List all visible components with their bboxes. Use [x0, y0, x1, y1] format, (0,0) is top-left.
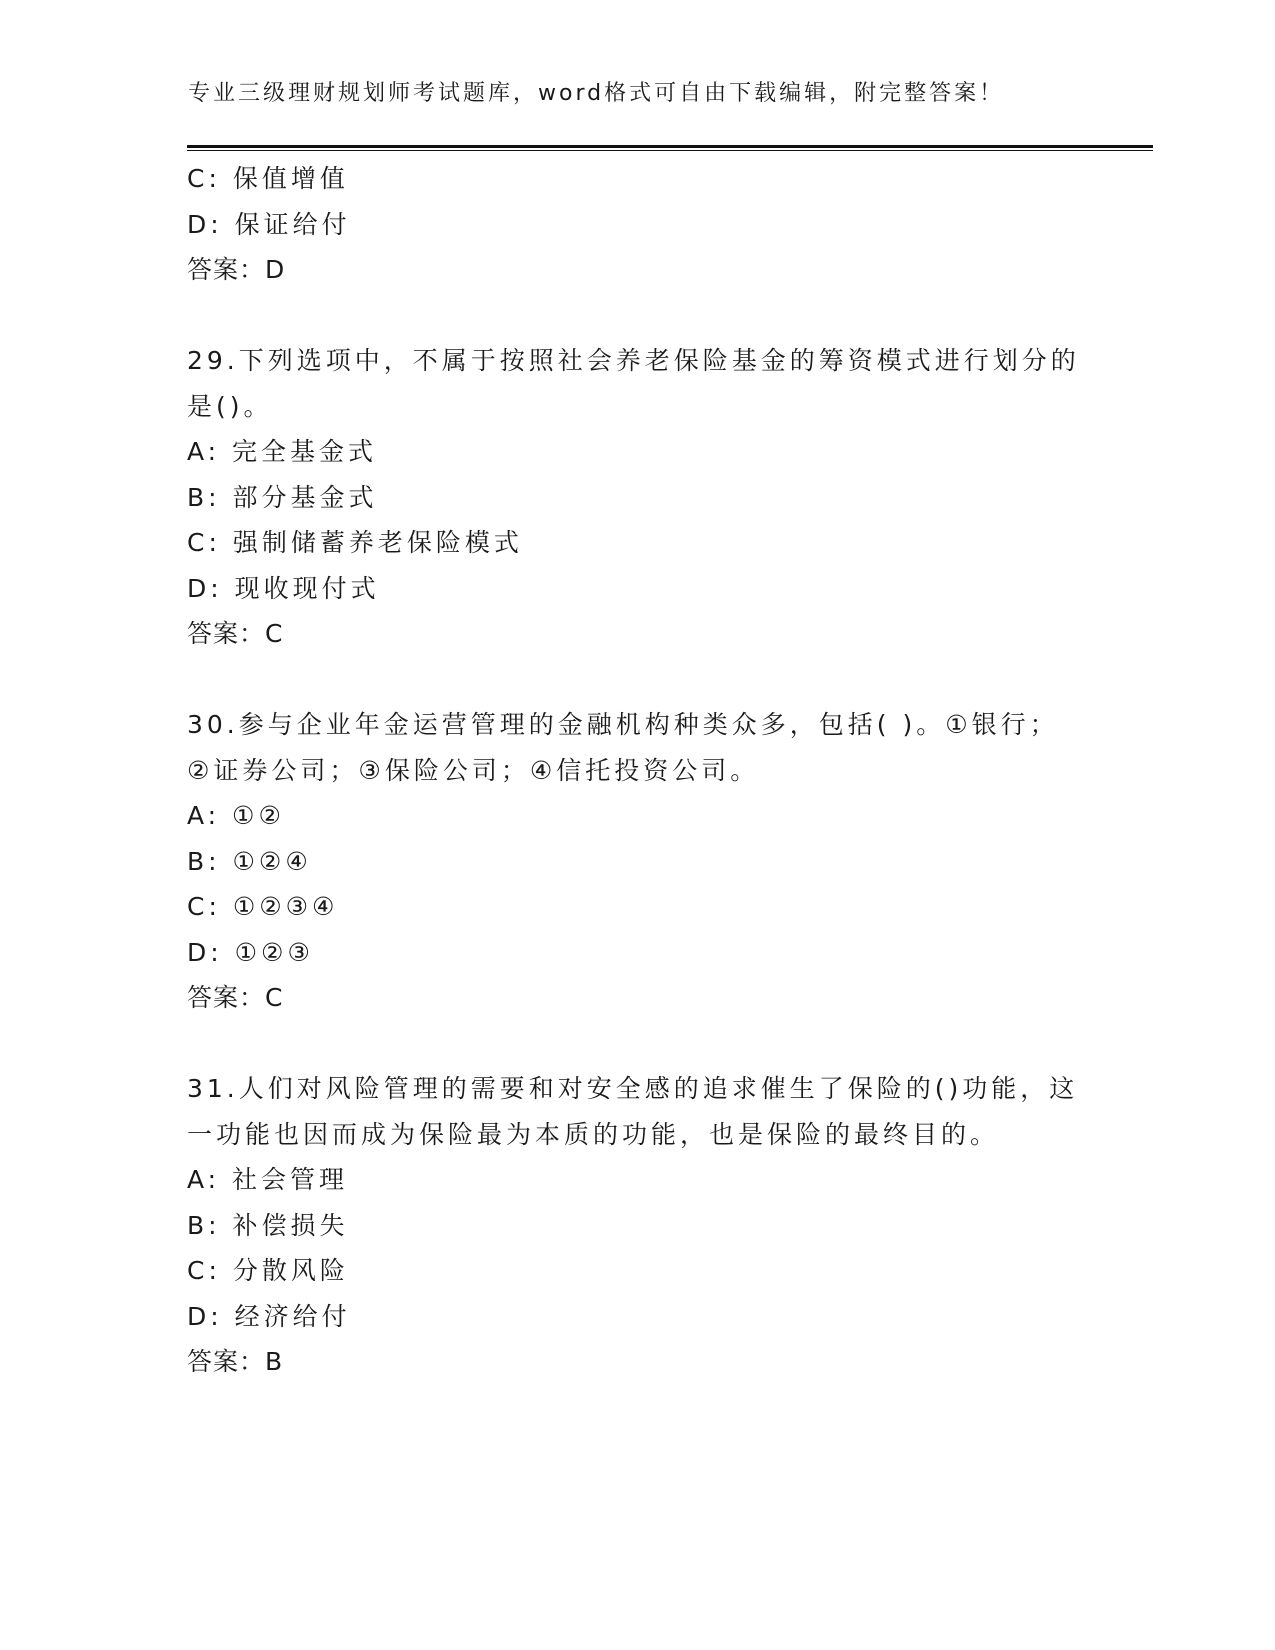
- question-31: [187, 1066, 1087, 1385]
- answer-line: 答案：D: [187, 255, 286, 284]
- question-stem-line: 一功能也因而成为保险最为本质的功能，也是保险的最终目的。: [187, 1119, 1000, 1149]
- option-c: C: 强制储蓄养老保险模式: [187, 528, 523, 557]
- page-header-title: 专业三级理财规划师考试题库，word格式可自由下载编辑，附完整答案！: [188, 81, 1005, 106]
- option-d: D: 保证给付: [187, 209, 351, 239]
- answer-line: 答案：C: [187, 619, 284, 648]
- option-c: C: 分散风险: [187, 1256, 349, 1285]
- question-stem-line: 29.下列选项中，不属于按照社会养老保险基金的筹资模式进行划分的: [187, 346, 1080, 375]
- option-d: D: 现收现付式: [187, 573, 380, 603]
- question-spacer: [187, 1021, 1087, 1067]
- option-c: C: ①②③④: [187, 892, 339, 921]
- option-a: A: ①②: [187, 801, 285, 830]
- question-29: [187, 338, 1087, 657]
- option-d: D: 经济给付: [187, 1301, 351, 1331]
- question-stem-line: ②证券公司；③保险公司；④信托投资公司。: [187, 755, 760, 785]
- question-list: [187, 156, 1087, 1385]
- option-a: A: 社会管理: [187, 1165, 349, 1194]
- question-stem-line: 31.人们对风险管理的需要和对安全感的追求催生了保险的()功能，这: [187, 1074, 1079, 1103]
- question-stem-line: 是()。: [187, 391, 273, 421]
- question-28-tail: [187, 156, 1087, 293]
- option-b: B: 部分基金式: [187, 482, 378, 512]
- option-c: C: 保值增值: [187, 164, 349, 193]
- answer-line: 答案：B: [187, 1347, 284, 1376]
- option-b: B: 补偿损失: [187, 1210, 349, 1240]
- question-spacer: [187, 657, 1087, 703]
- header-rule-thick: [187, 145, 1153, 148]
- option-d: D: ①②③: [187, 937, 314, 967]
- option-b: B: ①②④: [187, 846, 312, 876]
- answer-line: 答案：C: [187, 983, 284, 1012]
- question-stem-line: 30.参与企业年金运营管理的金融机构种类众多，包括( )。①银行；: [187, 710, 1059, 739]
- header-rule-thin: [187, 150, 1153, 151]
- question-spacer: [187, 293, 1087, 339]
- option-a: A: 完全基金式: [187, 437, 378, 466]
- question-30: [187, 702, 1087, 1021]
